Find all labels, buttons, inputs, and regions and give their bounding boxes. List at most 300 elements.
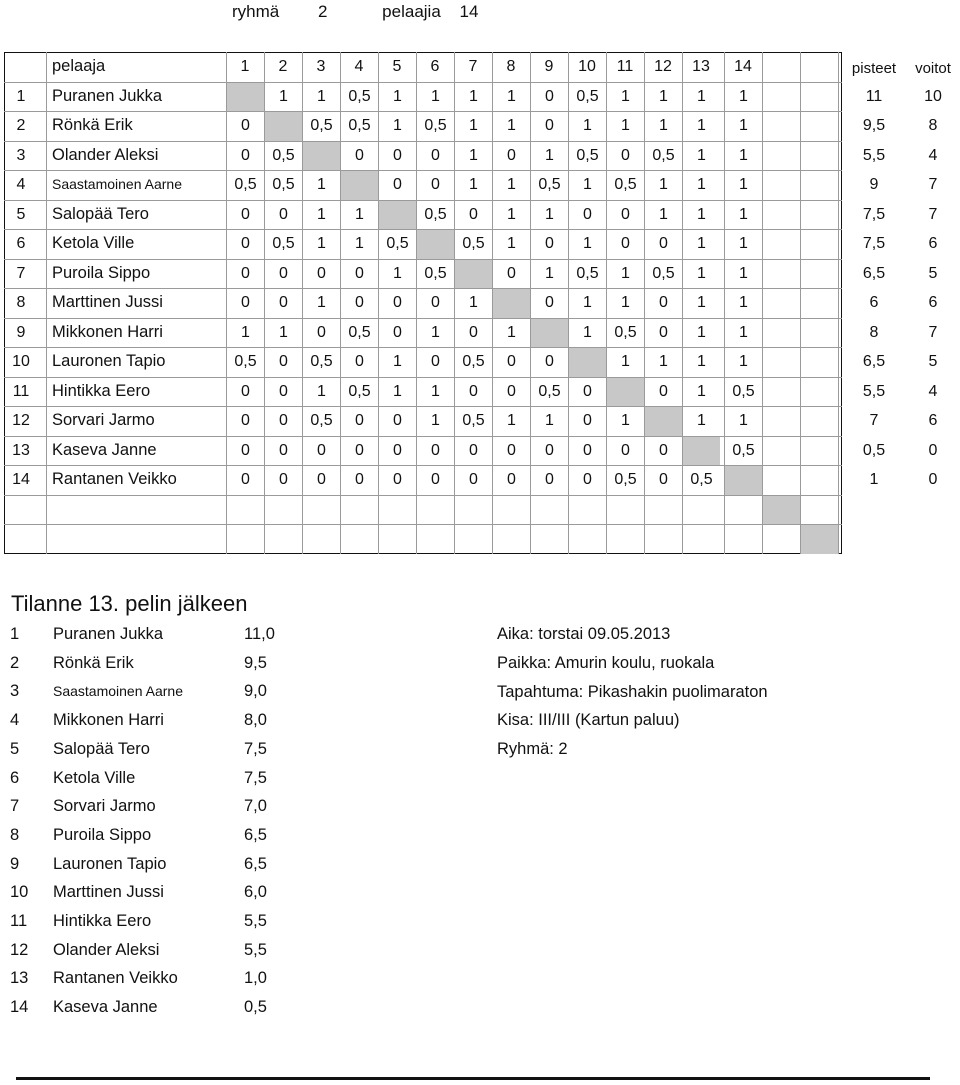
result-cell: 0 <box>545 117 554 134</box>
standings-name: Ketola Ville <box>53 768 136 787</box>
result-cell: 1 <box>739 117 748 134</box>
standings-rank: 13 <box>10 969 29 988</box>
result-cell: 0,5 <box>538 382 561 400</box>
result-cell: 1 <box>697 412 706 429</box>
result-cell: 1 <box>507 176 516 193</box>
result-cell: 1 <box>583 294 592 311</box>
row-number: 14 <box>12 471 30 488</box>
result-cell: 0,5 <box>732 382 755 400</box>
result-cell: 0 <box>355 471 364 488</box>
result-cell: 0 <box>241 294 250 311</box>
result-cell: 0 <box>621 146 630 164</box>
diagonal-cell <box>341 171 378 200</box>
result-cell: 1 <box>621 353 630 370</box>
result-cell: 1 <box>659 176 668 193</box>
wins-value: 6 <box>928 412 938 429</box>
row-number: 10 <box>12 353 30 370</box>
header-round-2: 2 <box>278 58 288 75</box>
points-value: 9,5 <box>862 117 886 134</box>
bottom-rule <box>16 1077 930 1080</box>
player-name: Puroila Sippo <box>52 263 151 282</box>
points-value: 6,5 <box>862 264 886 282</box>
standings-score: 8,0 <box>244 711 267 730</box>
result-cell: 0 <box>279 412 288 429</box>
row-number: 9 <box>16 323 26 341</box>
points-value: 5,5 <box>862 382 886 400</box>
result-cell: 0 <box>583 205 592 223</box>
result-cell: 1 <box>507 412 516 429</box>
header-wins: voitot <box>915 60 951 77</box>
result-cell: 0 <box>355 264 364 282</box>
result-cell: 0 <box>469 323 478 341</box>
result-cell: 0 <box>241 412 250 429</box>
result-cell: 1 <box>507 87 516 105</box>
result-cell: 1 <box>317 235 326 252</box>
result-cell: 0 <box>583 412 592 429</box>
result-cell: 1 <box>317 176 326 193</box>
result-cell: 1 <box>697 146 706 164</box>
result-cell: 1 <box>317 382 326 400</box>
result-cell: 0,5 <box>538 176 561 193</box>
header-round-7: 7 <box>468 58 478 75</box>
result-cell: 0 <box>469 471 478 488</box>
result-cell: 0,5 <box>424 205 447 223</box>
standings-score: 9,0 <box>244 682 267 701</box>
result-cell: 0 <box>241 382 250 400</box>
result-cell: 0,5 <box>348 117 371 134</box>
standings-score: 5,5 <box>244 940 267 959</box>
diagonal-cell <box>725 466 762 495</box>
result-cell: 1 <box>507 235 516 252</box>
result-cell: 0 <box>507 441 516 459</box>
result-cell: 1 <box>393 382 402 400</box>
row-number: 2 <box>16 117 26 134</box>
result-cell: 0 <box>545 235 554 252</box>
result-cell: 1 <box>697 117 706 134</box>
row-number: 3 <box>16 146 26 164</box>
result-cell: 1 <box>431 412 440 429</box>
points-value: 11 <box>865 87 883 105</box>
result-cell: 1 <box>545 264 554 282</box>
grid-vline <box>762 52 763 554</box>
result-cell: 1 <box>659 87 668 105</box>
result-cell: 1 <box>469 87 478 105</box>
header-round-12: 12 <box>654 58 672 75</box>
result-cell: 1 <box>279 323 288 341</box>
result-cell: 1 <box>697 323 706 341</box>
result-cell: 0 <box>279 353 288 370</box>
result-cell: 0 <box>393 146 402 164</box>
result-cell: 1 <box>469 294 478 311</box>
result-cell: 1 <box>545 412 554 429</box>
standings-score: 7,0 <box>244 797 267 816</box>
result-cell: 0,5 <box>462 353 485 370</box>
standings-row <box>0 706 480 734</box>
result-cell: 0 <box>507 382 516 400</box>
wins-value: 0 <box>928 441 938 459</box>
header-points: pisteet <box>851 60 897 77</box>
info-place: Paikka: Amurin koulu, ruokala <box>497 654 715 672</box>
result-cell: 0 <box>279 294 288 311</box>
result-cell: 0 <box>241 471 250 488</box>
standings-row <box>0 907 480 935</box>
standings-name: Saastamoinen Aarne <box>53 683 183 700</box>
result-cell: 1 <box>393 264 402 282</box>
result-cell: 0,5 <box>614 176 637 193</box>
standings-row <box>0 964 480 992</box>
standings-rank: 5 <box>10 739 20 758</box>
result-cell: 0 <box>317 264 326 282</box>
result-cell: 0 <box>431 146 440 164</box>
result-cell: 1 <box>739 205 748 223</box>
row-number: 8 <box>16 294 26 311</box>
result-cell: 0,5 <box>234 353 257 370</box>
result-cell: 0 <box>469 382 478 400</box>
result-cell: 0 <box>241 264 250 282</box>
result-cell: 0 <box>393 176 402 193</box>
result-cell: 1 <box>469 146 478 164</box>
player-name: Sorvari Jarmo <box>52 411 155 429</box>
result-cell: 1 <box>317 87 326 105</box>
result-cell: 0,5 <box>576 87 599 105</box>
result-cell: 1 <box>739 323 748 341</box>
result-cell: 1 <box>739 264 748 282</box>
info-event: Tapahtuma: Pikashakin puolimaraton <box>497 683 768 701</box>
result-cell: 1 <box>659 117 668 134</box>
result-cell: 1 <box>279 87 288 105</box>
diagonal-cell <box>493 289 530 318</box>
standings-name: Mikkonen Harri <box>53 711 164 730</box>
result-cell: 1 <box>241 323 250 341</box>
result-cell: 1 <box>697 205 706 223</box>
result-cell: 0,5 <box>272 146 295 164</box>
result-cell: 0 <box>507 264 516 282</box>
points-value: 8 <box>869 323 879 341</box>
header-round-8: 8 <box>506 58 516 75</box>
grid-vline <box>800 52 801 554</box>
result-cell: 1 <box>739 353 748 370</box>
standings-rank: 2 <box>10 653 20 672</box>
standings-name: Salopää Tero <box>53 739 150 758</box>
result-cell: 1 <box>621 117 630 134</box>
points-value: 5,5 <box>862 146 886 164</box>
result-cell: 1 <box>697 353 706 370</box>
wins-value: 7 <box>928 323 938 341</box>
result-cell: 0 <box>279 441 288 459</box>
result-cell: 0 <box>279 382 288 400</box>
result-cell: 0 <box>621 205 630 223</box>
result-cell: 0,5 <box>576 146 599 164</box>
result-cell: 0,5 <box>462 235 485 252</box>
result-cell: 1 <box>697 264 706 282</box>
result-cell: 0,5 <box>348 382 371 400</box>
header-round-13: 13 <box>692 58 710 75</box>
header-round-11: 11 <box>616 58 634 75</box>
result-cell: 0 <box>469 205 478 223</box>
standings-title: Tilanne 13. pelin jälkeen <box>11 591 248 616</box>
diagonal-cell <box>303 142 340 171</box>
result-cell: 0,5 <box>424 117 447 134</box>
result-cell: 1 <box>469 117 478 134</box>
result-cell: 0 <box>507 353 516 370</box>
player-name: Mikkonen Harri <box>52 322 163 341</box>
standings-score: 6,0 <box>244 883 267 902</box>
result-cell: 1 <box>739 294 748 311</box>
result-cell: 0 <box>317 323 326 341</box>
result-cell: 1 <box>317 294 326 311</box>
standings-row <box>0 993 480 1021</box>
wins-value: 4 <box>928 146 938 164</box>
result-cell: 0,5 <box>732 441 755 459</box>
standings-rank: 12 <box>10 940 29 959</box>
standings-name: Puroila Sippo <box>53 825 152 844</box>
player-name: Ketola Ville <box>52 234 135 252</box>
result-cell: 1 <box>583 323 592 341</box>
result-cell: 0,5 <box>576 264 599 282</box>
diagonal-cell <box>645 407 682 436</box>
diagonal-cell <box>569 348 606 377</box>
diagonal-cell <box>607 378 644 407</box>
diagonal-cell <box>455 260 492 289</box>
result-cell: 0 <box>431 471 440 488</box>
result-cell: 0,5 <box>310 353 333 370</box>
result-cell: 0 <box>431 176 440 193</box>
result-cell: 0 <box>583 471 592 488</box>
standings-name: Puranen Jukka <box>53 625 164 643</box>
header-round-14: 14 <box>734 58 752 75</box>
result-cell: 0,5 <box>310 412 333 429</box>
result-cell: 0 <box>507 146 516 164</box>
standings-row <box>0 649 480 677</box>
result-cell: 0 <box>279 471 288 488</box>
result-cell: 0 <box>545 441 554 459</box>
diagonal-cell <box>763 496 800 525</box>
points-value: 0,5 <box>862 441 886 459</box>
info-competition: Kisa: III/III (Kartun paluu) <box>497 711 680 729</box>
info-time: Aika: torstai 09.05.2013 <box>497 625 671 643</box>
result-cell: 0 <box>279 264 288 282</box>
wins-value: 6 <box>928 294 938 311</box>
result-cell: 0,5 <box>348 323 371 341</box>
standings-score: 6,5 <box>244 854 267 873</box>
standings-rank: 8 <box>10 825 20 844</box>
result-cell: 0 <box>241 205 250 223</box>
standings-name: Lauronen Tapio <box>53 854 167 873</box>
header-round-1: 1 <box>240 58 250 75</box>
result-cell: 0 <box>241 117 250 134</box>
result-cell: 0 <box>317 441 326 459</box>
player-name: Rantanen Veikko <box>52 470 177 488</box>
header-round-10: 10 <box>578 58 596 75</box>
standings-score: 11,0 <box>244 625 275 643</box>
standings-row <box>0 850 480 878</box>
result-cell: 0 <box>355 441 364 459</box>
result-cell: 1 <box>393 117 402 134</box>
standings-row <box>0 764 480 792</box>
result-cell: 1 <box>739 146 748 164</box>
header-player: pelaaja <box>52 57 106 75</box>
result-cell: 0 <box>317 471 326 488</box>
standings-row <box>0 620 480 648</box>
standings-rank: 4 <box>10 711 20 730</box>
result-cell: 1 <box>431 382 440 400</box>
result-cell: 1 <box>355 205 364 223</box>
standings-name: Rantanen Veikko <box>53 969 178 988</box>
result-cell: 0,5 <box>386 235 409 252</box>
result-cell: 0 <box>507 471 516 488</box>
result-cell: 0 <box>545 87 554 105</box>
result-cell: 0 <box>659 382 668 400</box>
row-number: 12 <box>12 412 30 429</box>
row-number: 5 <box>16 205 26 223</box>
result-cell: 1 <box>431 323 440 341</box>
result-cell: 0 <box>393 471 402 488</box>
wins-value: 5 <box>928 264 938 282</box>
player-name: Lauronen Tapio <box>52 352 166 370</box>
result-cell: 0 <box>241 146 250 164</box>
result-cell: 1 <box>355 235 364 252</box>
standings-name: Rönkä Erik <box>53 653 134 672</box>
result-cell: 1 <box>583 235 592 252</box>
diagonal-cell <box>227 83 264 112</box>
result-cell: 1 <box>545 146 554 164</box>
diagonal-cell <box>531 319 568 348</box>
result-cell: 0 <box>545 471 554 488</box>
result-cell: 0 <box>393 412 402 429</box>
result-cell: 0 <box>241 441 250 459</box>
result-cell: 0,5 <box>424 264 447 282</box>
page-header <box>232 0 478 24</box>
standings-rank: 3 <box>10 682 20 701</box>
result-cell: 0,5 <box>272 235 295 252</box>
result-cell: 0 <box>659 441 668 459</box>
standings-rank: 10 <box>10 883 29 902</box>
result-cell: 0 <box>583 441 592 459</box>
player-name: Hintikka Eero <box>52 381 151 400</box>
player-name: Saastamoinen Aarne <box>52 176 182 192</box>
result-cell: 0,5 <box>614 471 637 488</box>
standings-score: 7,5 <box>244 739 267 758</box>
result-cell: 0 <box>431 441 440 459</box>
row-number: 7 <box>16 264 26 282</box>
standings-name: Sorvari Jarmo <box>53 797 156 816</box>
result-cell: 1 <box>507 205 516 223</box>
player-name: Olander Aleksi <box>52 145 159 164</box>
standings-name: Kaseva Janne <box>53 998 158 1017</box>
standings-row <box>0 821 480 849</box>
standings-row <box>0 792 480 820</box>
header-round-3: 3 <box>316 58 326 75</box>
wins-value: 6 <box>928 235 938 252</box>
result-cell: 0 <box>393 441 402 459</box>
player-name: Kaseva Janne <box>52 440 157 459</box>
points-value: 7,5 <box>862 235 886 252</box>
row-number: 11 <box>12 382 30 400</box>
result-cell: 0 <box>355 294 364 311</box>
players-label: pelaajia <box>382 2 441 21</box>
row-number: 6 <box>16 235 26 252</box>
grid-vline <box>838 52 839 554</box>
standings-rank: 1 <box>10 625 20 643</box>
standings-row <box>0 878 480 906</box>
standings-score: 6,5 <box>244 825 267 844</box>
result-cell: 0,5 <box>348 87 371 105</box>
header-round-5: 5 <box>392 58 402 75</box>
result-cell: 0 <box>545 353 554 370</box>
standings-score: 0,5 <box>244 998 267 1017</box>
result-cell: 0 <box>241 235 250 252</box>
result-cell: 0 <box>355 146 364 164</box>
wins-value: 7 <box>928 176 938 193</box>
players-value: 14 <box>459 2 479 21</box>
standings-rank: 14 <box>10 998 29 1017</box>
result-cell: 0,5 <box>310 117 333 134</box>
result-cell: 1 <box>697 382 706 400</box>
result-cell: 1 <box>739 235 748 252</box>
result-cell: 0 <box>659 471 668 488</box>
standings-name: Olander Aleksi <box>53 940 160 959</box>
result-cell: 1 <box>659 353 668 370</box>
result-cell: 0,5 <box>272 176 295 193</box>
result-cell: 1 <box>621 87 630 105</box>
result-cell: 0 <box>545 294 554 311</box>
result-cell: 0 <box>431 353 440 370</box>
row-number: 1 <box>16 87 26 105</box>
standings-rank: 11 <box>10 912 28 930</box>
result-cell: 0 <box>431 294 440 311</box>
player-name: Puranen Jukka <box>52 86 163 105</box>
result-cell: 1 <box>659 205 668 223</box>
result-cell: 0,5 <box>652 264 675 282</box>
header-round-4: 4 <box>354 58 364 75</box>
result-cell: 1 <box>545 205 554 223</box>
standings-name: Hintikka Eero <box>53 912 152 930</box>
wins-value: 5 <box>928 353 938 370</box>
result-cell: 0 <box>659 323 668 341</box>
result-cell: 1 <box>697 294 706 311</box>
result-cell: 1 <box>621 412 630 429</box>
result-cell: 0 <box>621 441 630 459</box>
wins-value: 8 <box>928 117 938 134</box>
result-cell: 1 <box>393 353 402 370</box>
result-cell: 0 <box>393 294 402 311</box>
result-cell: 1 <box>583 176 592 193</box>
result-cell: 0 <box>355 412 364 429</box>
result-cell: 1 <box>469 176 478 193</box>
info-group: Ryhmä: 2 <box>497 740 568 758</box>
points-value: 9 <box>869 176 879 193</box>
result-cell: 1 <box>393 87 402 105</box>
result-cell: 0 <box>355 353 364 370</box>
group-label: ryhmä <box>232 2 280 21</box>
result-cell: 1 <box>583 117 592 134</box>
points-value: 7 <box>869 412 879 429</box>
result-cell: 1 <box>739 176 748 193</box>
standings-rank: 6 <box>10 768 20 787</box>
standings-rank: 9 <box>10 854 20 873</box>
result-cell: 1 <box>621 294 630 311</box>
diagonal-cell <box>801 525 838 554</box>
standings-row <box>0 677 480 705</box>
standings-row <box>0 936 480 964</box>
row-number: 13 <box>12 441 30 459</box>
diagonal-cell <box>417 230 454 259</box>
wins-value: 10 <box>924 87 942 105</box>
result-cell: 0 <box>583 382 592 400</box>
result-cell: 0,5 <box>614 323 637 341</box>
result-cell: 0 <box>659 235 668 252</box>
player-name: Salopää Tero <box>52 204 149 223</box>
